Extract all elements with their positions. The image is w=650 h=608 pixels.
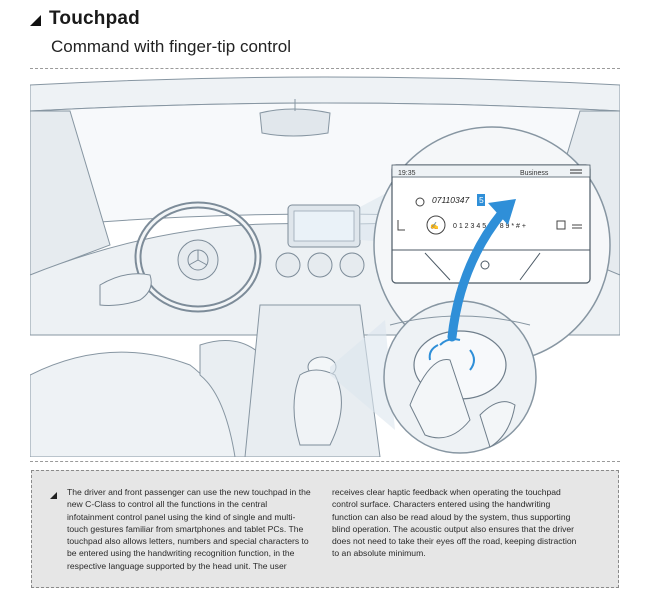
svg-text:✍: ✍ xyxy=(430,223,439,230)
air-vent xyxy=(340,253,364,277)
caption-box xyxy=(31,470,619,588)
triangle-bullet-icon xyxy=(30,15,41,26)
car-interior-illustration xyxy=(30,75,620,457)
air-vent xyxy=(276,253,300,277)
entered-number: 07110347 xyxy=(432,195,470,205)
screen-mode: Business xyxy=(520,170,549,177)
bottom-divider xyxy=(30,461,620,462)
title-row xyxy=(30,8,291,30)
page-header xyxy=(30,8,291,57)
caption-column-2: receives clear haptic feedback when operating the touchpad control surface. Characters entered using the handwriting function can also be read aloud by the system, thus supporting blind operation. The acoustic output also ensures that the driver does not need to take their eyes off the road, keeping distraction to an absolute minimum. xyxy=(332,487,577,559)
triangle-bullet-icon xyxy=(50,492,57,499)
rearview-mirror xyxy=(260,109,330,136)
page-title: Touchpad xyxy=(49,8,140,29)
cursor-digit: 5 xyxy=(479,195,484,205)
top-divider xyxy=(30,68,620,69)
passenger-hand xyxy=(294,370,341,445)
keypad-row: 0 1 2 3 4 5 6 7 8 9 * # + xyxy=(453,223,526,230)
screen-time: 19:35 xyxy=(398,170,416,177)
caption-column-1: The driver and front passenger can use the new touchpad in the new C-Class to control all the functions in the central infotainment control panel using the kind of single and multi-touch gestures familiar from smartphones and tablet PCs. The touchpad also allows letters, numbers and special characters to be entered using the handwriting recognition function, in the respective language supported by the head unit. The user xyxy=(67,487,311,571)
page-subtitle: Command with finger-tip control xyxy=(51,37,291,56)
air-vent xyxy=(308,253,332,277)
